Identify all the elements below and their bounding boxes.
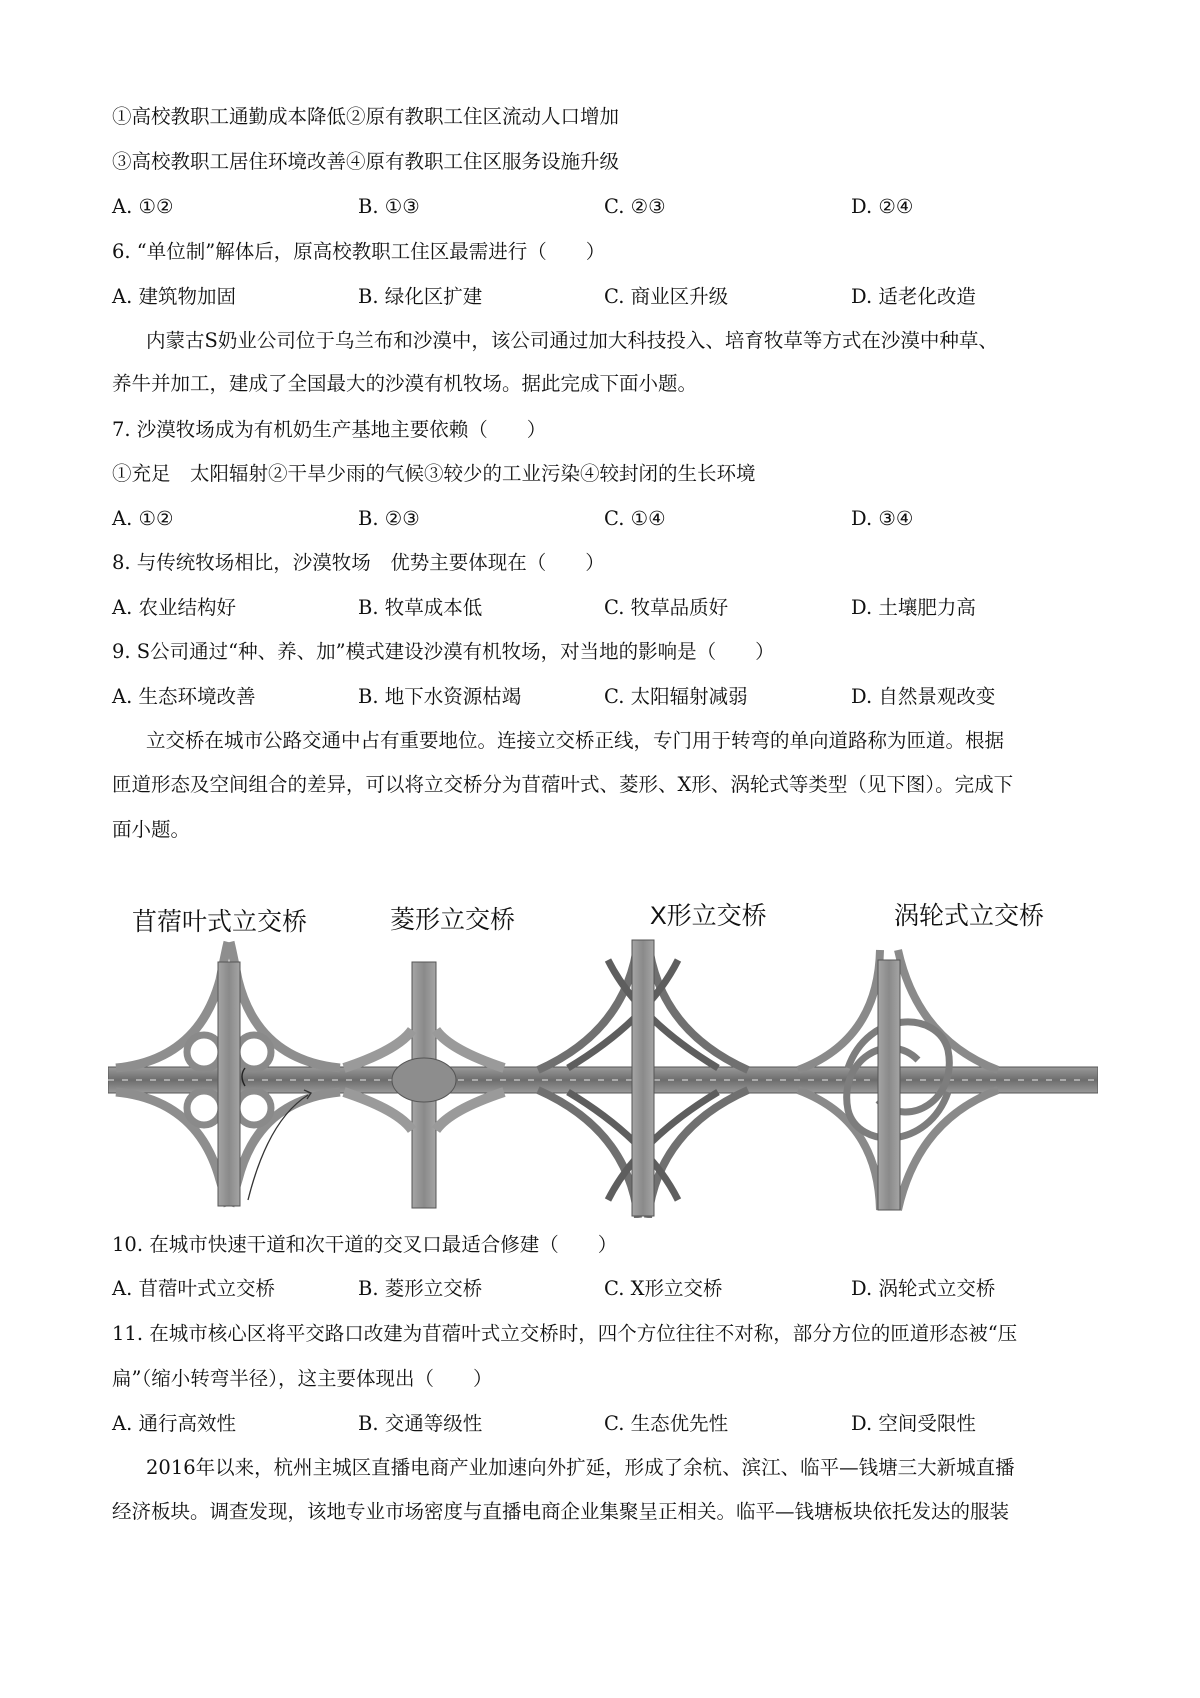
figure-title-x: X形立交桥 (650, 902, 767, 930)
q9-option-b: B. 地下水资源枯竭 (358, 685, 522, 708)
q10-stem: 10. 在城市快速干道和次干道的交叉口最适合修建（ ） (112, 1233, 618, 1256)
q8-stem: 8. 与传统牧场相比，沙漠牧场 优势主要体现在（ ） (112, 551, 605, 574)
q7-stem: 7. 沙漠牧场成为有机奶生产基地主要依赖（ ） (112, 418, 547, 441)
passage4-line-2: 经济板块。调查发现，该地专业市场密度与直播电商企业集聚呈正相关。临平—钱塘板块依托发达的服装 (112, 1500, 1010, 1523)
q11-stem-line-1: 11. 在城市核心区将平交路口改建为苜蓿叶式立交桥时，四个方位往往不对称，部分方位的匝道形态被“压 (112, 1322, 1018, 1345)
q9-option-c: C. 太阳辐射减弱 (604, 685, 748, 708)
passage3-line-3: 面小题。 (112, 818, 191, 841)
passage3-line-1: 立交桥在城市公路交通中占有重要地位。连接立交桥正线，专门用于转弯的单向道路称为匝道。根据 (146, 729, 1005, 752)
q6-option-b: B. 绿化区扩建 (358, 285, 483, 308)
figure-title-turbine: 涡轮式立交桥 (894, 902, 1045, 930)
figure-title-cloverleaf: 苜蓿叶式立交桥 (132, 908, 308, 936)
q7-option-d: D. ③④ (851, 507, 914, 530)
q8-option-b: B. 牧草成本低 (358, 596, 483, 619)
passage4-line-1: 2016年以来，杭州主城区直播电商产业加速向外扩延，形成了余杭、滨江、临平—钱塘三大新城直播 (146, 1456, 1015, 1479)
q11-stem-line-2: 扁”（缩小转弯半径），这主要体现出（ ） (112, 1367, 493, 1390)
q7-option-b: B. ②③ (358, 507, 420, 530)
q6-option-d: D. 适老化改造 (851, 285, 976, 308)
q5-statement-2: ③高校教职工居住环境改善④原有教职工住区服务设施升级 (112, 150, 620, 173)
q5-statement-1: ①高校教职工通勤成本降低②原有教职工住区流动人口增加 (112, 105, 620, 128)
q5-option-c: C. ②③ (604, 195, 666, 218)
q10-option-d: D. 涡轮式立交桥 (851, 1277, 996, 1300)
q11-option-b: B. 交通等级性 (358, 1412, 483, 1435)
q8-options (112, 594, 1102, 622)
q7-options (112, 505, 1102, 533)
q11-option-d: D. 空间受限性 (851, 1412, 976, 1435)
q6-stem: 6. “单位制”解体后，原高校教职工住区最需进行（ ） (112, 240, 606, 263)
q11-option-a: A. 通行高效性 (112, 1412, 236, 1435)
q9-option-a: A. 生态环境改善 (112, 685, 256, 708)
passage2-line-2: 养牛并加工，建成了全国最大的沙漠有机牧场。据此完成下面小题。 (112, 372, 698, 395)
figure-title-diamond: 菱形立交桥 (390, 906, 516, 934)
passage3-line-2: 匝道形态及空间组合的差异，可以将立交桥分为苜蓿叶式、菱形、X形、涡轮式等类型（见下图）。完成下 (112, 773, 1014, 796)
q5-option-b: B. ①③ (358, 195, 420, 218)
interchange-figure (108, 900, 1098, 1218)
q5-option-d: D. ②④ (851, 195, 914, 218)
q10-options (112, 1275, 1102, 1303)
q7-option-a: A. ①② (112, 507, 174, 530)
q8-option-a: A. 农业结构好 (112, 596, 236, 619)
q5-options (112, 193, 1102, 221)
q8-option-c: C. 牧草品质好 (604, 596, 729, 619)
q9-stem: 9. S公司通过“种、养、加”模式建设沙漠有机牧场，对当地的影响是（ ） (112, 640, 775, 663)
q9-option-d: D. 自然景观改变 (851, 685, 996, 708)
q10-option-a: A. 苜蓿叶式立交桥 (112, 1277, 275, 1300)
q6-option-a: A. 建筑物加固 (112, 285, 236, 308)
q10-option-b: B. 菱形立交桥 (358, 1277, 483, 1300)
q7-option-c: C. ①④ (604, 507, 666, 530)
passage2-line-1: 内蒙古S奶业公司位于乌兰布和沙漠中，该公司通过加大科技投入、培育牧草等方式在沙漠中种草、 (146, 329, 998, 352)
q6-option-c: C. 商业区升级 (604, 285, 729, 308)
q11-options (112, 1410, 1102, 1438)
q9-options (112, 683, 1102, 711)
q6-options (112, 283, 1102, 311)
q8-option-d: D. 土壤肥力高 (851, 596, 976, 619)
q11-option-c: C. 生态优先性 (604, 1412, 729, 1435)
q5-option-a: A. ①② (112, 195, 174, 218)
q7-statements: ①充足 太阳辐射②干旱少雨的气候③较少的工业污染④较封闭的生长环境 (112, 462, 756, 485)
q10-option-c: C. X形立交桥 (604, 1277, 723, 1300)
